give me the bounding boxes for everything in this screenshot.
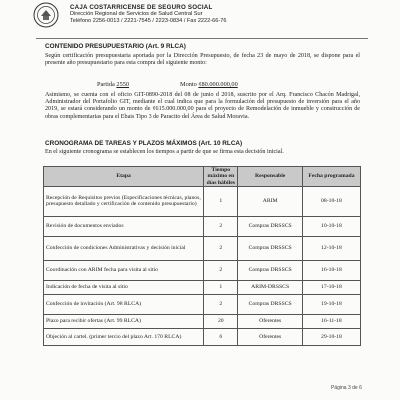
table-row <box>44 294 361 314</box>
table-row <box>44 186 361 216</box>
cell-etapa: Confección de invitación (Art. 98 RLCA) <box>44 294 204 314</box>
cell-fecha: 16-11-18 <box>302 314 360 328</box>
cell-tiempo: 2 <box>204 260 238 280</box>
cell-responsable: Oferentes <box>238 314 303 328</box>
organization-header <box>70 4 370 24</box>
column-header-responsable: Responsable <box>238 167 303 187</box>
table-row <box>44 280 361 294</box>
column-header-tiempo: Tiempo máximo en días hábiles <box>204 167 238 187</box>
cell-fecha: 29-10-18 <box>302 328 360 345</box>
cell-tiempo: 2 <box>204 294 238 314</box>
cell-fecha: 16-10-18 <box>302 260 360 280</box>
contenido-paragraph-2: Asimismo, se cuenta con el oficio GIT-0890-2018 del 08 de junio d 2018, suscrito por el Arq. Francisco Chacón Madrigal, Administrador del Portafolio GIT, mediante el cual indica que para la formulación del presupuesto de inversión para el año 2019, se estará considerando un monto de ¢615.000.000,00 para el proyecto de Remodelación de inmueble y construcción de obras complementarias para el Ebais Tipo 3 de Paracito del Área de Salud Moravia. <box>45 92 360 120</box>
cell-tiempo: 20 <box>204 314 238 328</box>
cell-tiempo: 2 <box>204 216 238 236</box>
cell-tiempo: 2 <box>204 236 238 260</box>
partida-line <box>97 81 129 88</box>
monto-line <box>180 81 238 88</box>
cell-fecha: 08-10-18 <box>302 186 360 216</box>
contact-line: Teléfono 2256-0013 / 2221-7545 / 2223-0834 / Fax 2222-66-76 <box>70 17 227 24</box>
ccss-seal-logo-icon <box>33 2 59 28</box>
cell-etapa: Plazo para recibir ofertas (Art. 99 RLCA) <box>44 314 204 328</box>
cell-etapa: Coordinación con ARIM fecha para visita al sitio <box>44 260 204 280</box>
cronograma-paragraph: En el siguiente cronograma se establecen los tiempos a partir de que se firma esta decisión inicial. <box>45 149 284 155</box>
monto-value: ¢80.000.000,00 <box>198 81 238 88</box>
cell-etapa: Objeción al cartel. (primer tercio del plazo Art. 170 RLCA) <box>44 328 204 345</box>
cell-responsable: Compras DRSSCS <box>238 260 303 280</box>
cell-etapa: Recepción de Requisitos previos (Especificaciones técnicas, planos, presupuesto detallado y certificación de contenido presupuestario) <box>44 186 204 216</box>
monto-label: Monto <box>180 81 197 88</box>
cronograma-table <box>43 166 361 346</box>
cell-responsable: ARIM <box>238 186 303 216</box>
cell-tiempo: 1 <box>204 280 238 294</box>
cell-fecha: 19-10-18 <box>302 294 360 314</box>
cell-fecha: 17-10-18 <box>302 280 360 294</box>
cell-tiempo: 6 <box>204 328 238 345</box>
table-row <box>44 328 361 345</box>
section-heading-contenido: CONTENIDO PRESUPUESTARIO (Art. 9 RLCA) <box>45 43 186 50</box>
cell-responsable: ARIM-DRSSCS <box>238 280 303 294</box>
cell-fecha: 12-10-18 <box>302 236 360 260</box>
cell-fecha: 10-10-18 <box>302 216 360 236</box>
column-header-etapa: Etapa <box>44 167 204 187</box>
cell-responsable: Compras DRSSCS <box>238 294 303 314</box>
column-header-fecha: Fecha programada <box>302 167 360 187</box>
table-header-row <box>44 167 361 187</box>
cell-responsable: Compras DRSSCS <box>238 216 303 236</box>
partida-label: Partida <box>97 81 115 88</box>
cell-tiempo: 1 <box>204 186 238 216</box>
page-number: Página 3 de 6 <box>331 385 362 391</box>
cell-responsable: Compras DRSSCS <box>238 236 303 260</box>
contenido-paragraph-1: Según certificación presupuestaria aportada por la Dirección Presupuesto, de fecha 23 de mayo de 2018, se dispone para el presente año presupuestario para esta compra del siguiente monto: <box>45 53 360 67</box>
table-row <box>44 314 361 328</box>
cell-etapa: Revisión de documentos enviados <box>44 216 204 236</box>
cell-etapa: Confección de condiciones Administrativas y decisión inicial <box>44 236 204 260</box>
department-name: Dirección Regional de Servicios de Salud Central Sur <box>70 11 203 17</box>
partida-value: 2550 <box>116 81 130 88</box>
cell-etapa: Indicación de fecha de visita al sitio <box>44 280 204 294</box>
header-divider <box>36 38 368 39</box>
cell-responsable: Oferentes <box>238 328 303 345</box>
section-heading-cronograma: CRONOGRAMA DE TAREAS Y PLAZOS MÁXIMOS (Art. 10 RLCA) <box>45 140 243 147</box>
organization-name: CAJA COSTARRICENSE DE SEGURO SOCIAL <box>70 4 213 11</box>
table-row <box>44 236 361 260</box>
table-row <box>44 260 361 280</box>
table-row <box>44 216 361 236</box>
